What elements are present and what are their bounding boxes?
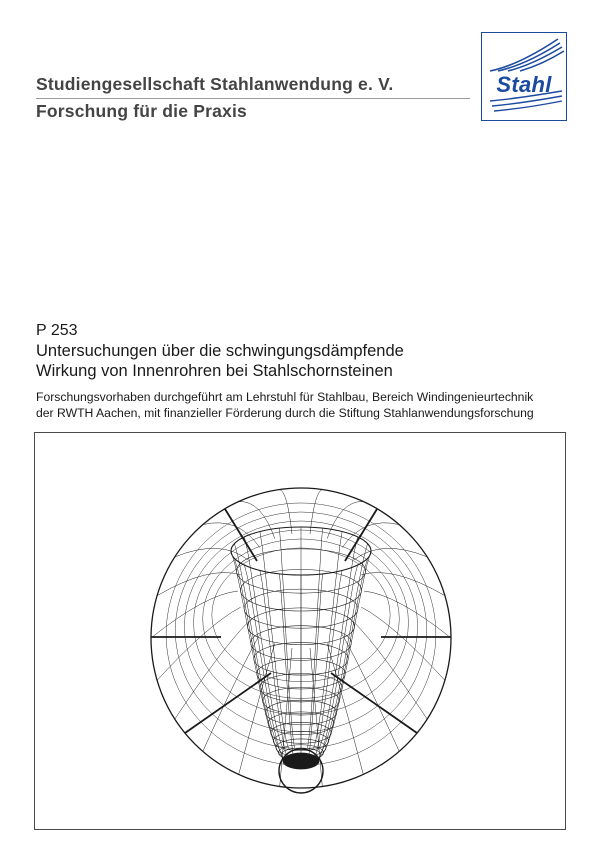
report-title-line-1: Untersuchungen über die schwingungsdämpfende [36, 342, 404, 360]
report-number: P 253 [36, 322, 78, 339]
cover-figure [34, 432, 566, 830]
stahl-logo [481, 32, 567, 121]
tagline: Forschung für die Praxis [36, 101, 247, 121]
organization-name: Studiengesellschaft Stahlanwendung e. V. [36, 74, 394, 94]
header-divider [36, 98, 470, 99]
report-title-line-2: Wirkung von Innenrohren bei Stahlschornsteinen [36, 362, 393, 380]
report-description-line-2: der RWTH Aachen, mit finanzieller Förderung durch die Stiftung Stahlanwendungsforschung [36, 406, 534, 420]
logo-text: Stahl [496, 72, 552, 97]
report-description-line-1: Forschungsvorhaben durchgeführt am Lehrstuhl für Stahlbau, Bereich Windingenieurtechnik [36, 390, 534, 404]
chimney-mesh-icon [35, 433, 567, 831]
